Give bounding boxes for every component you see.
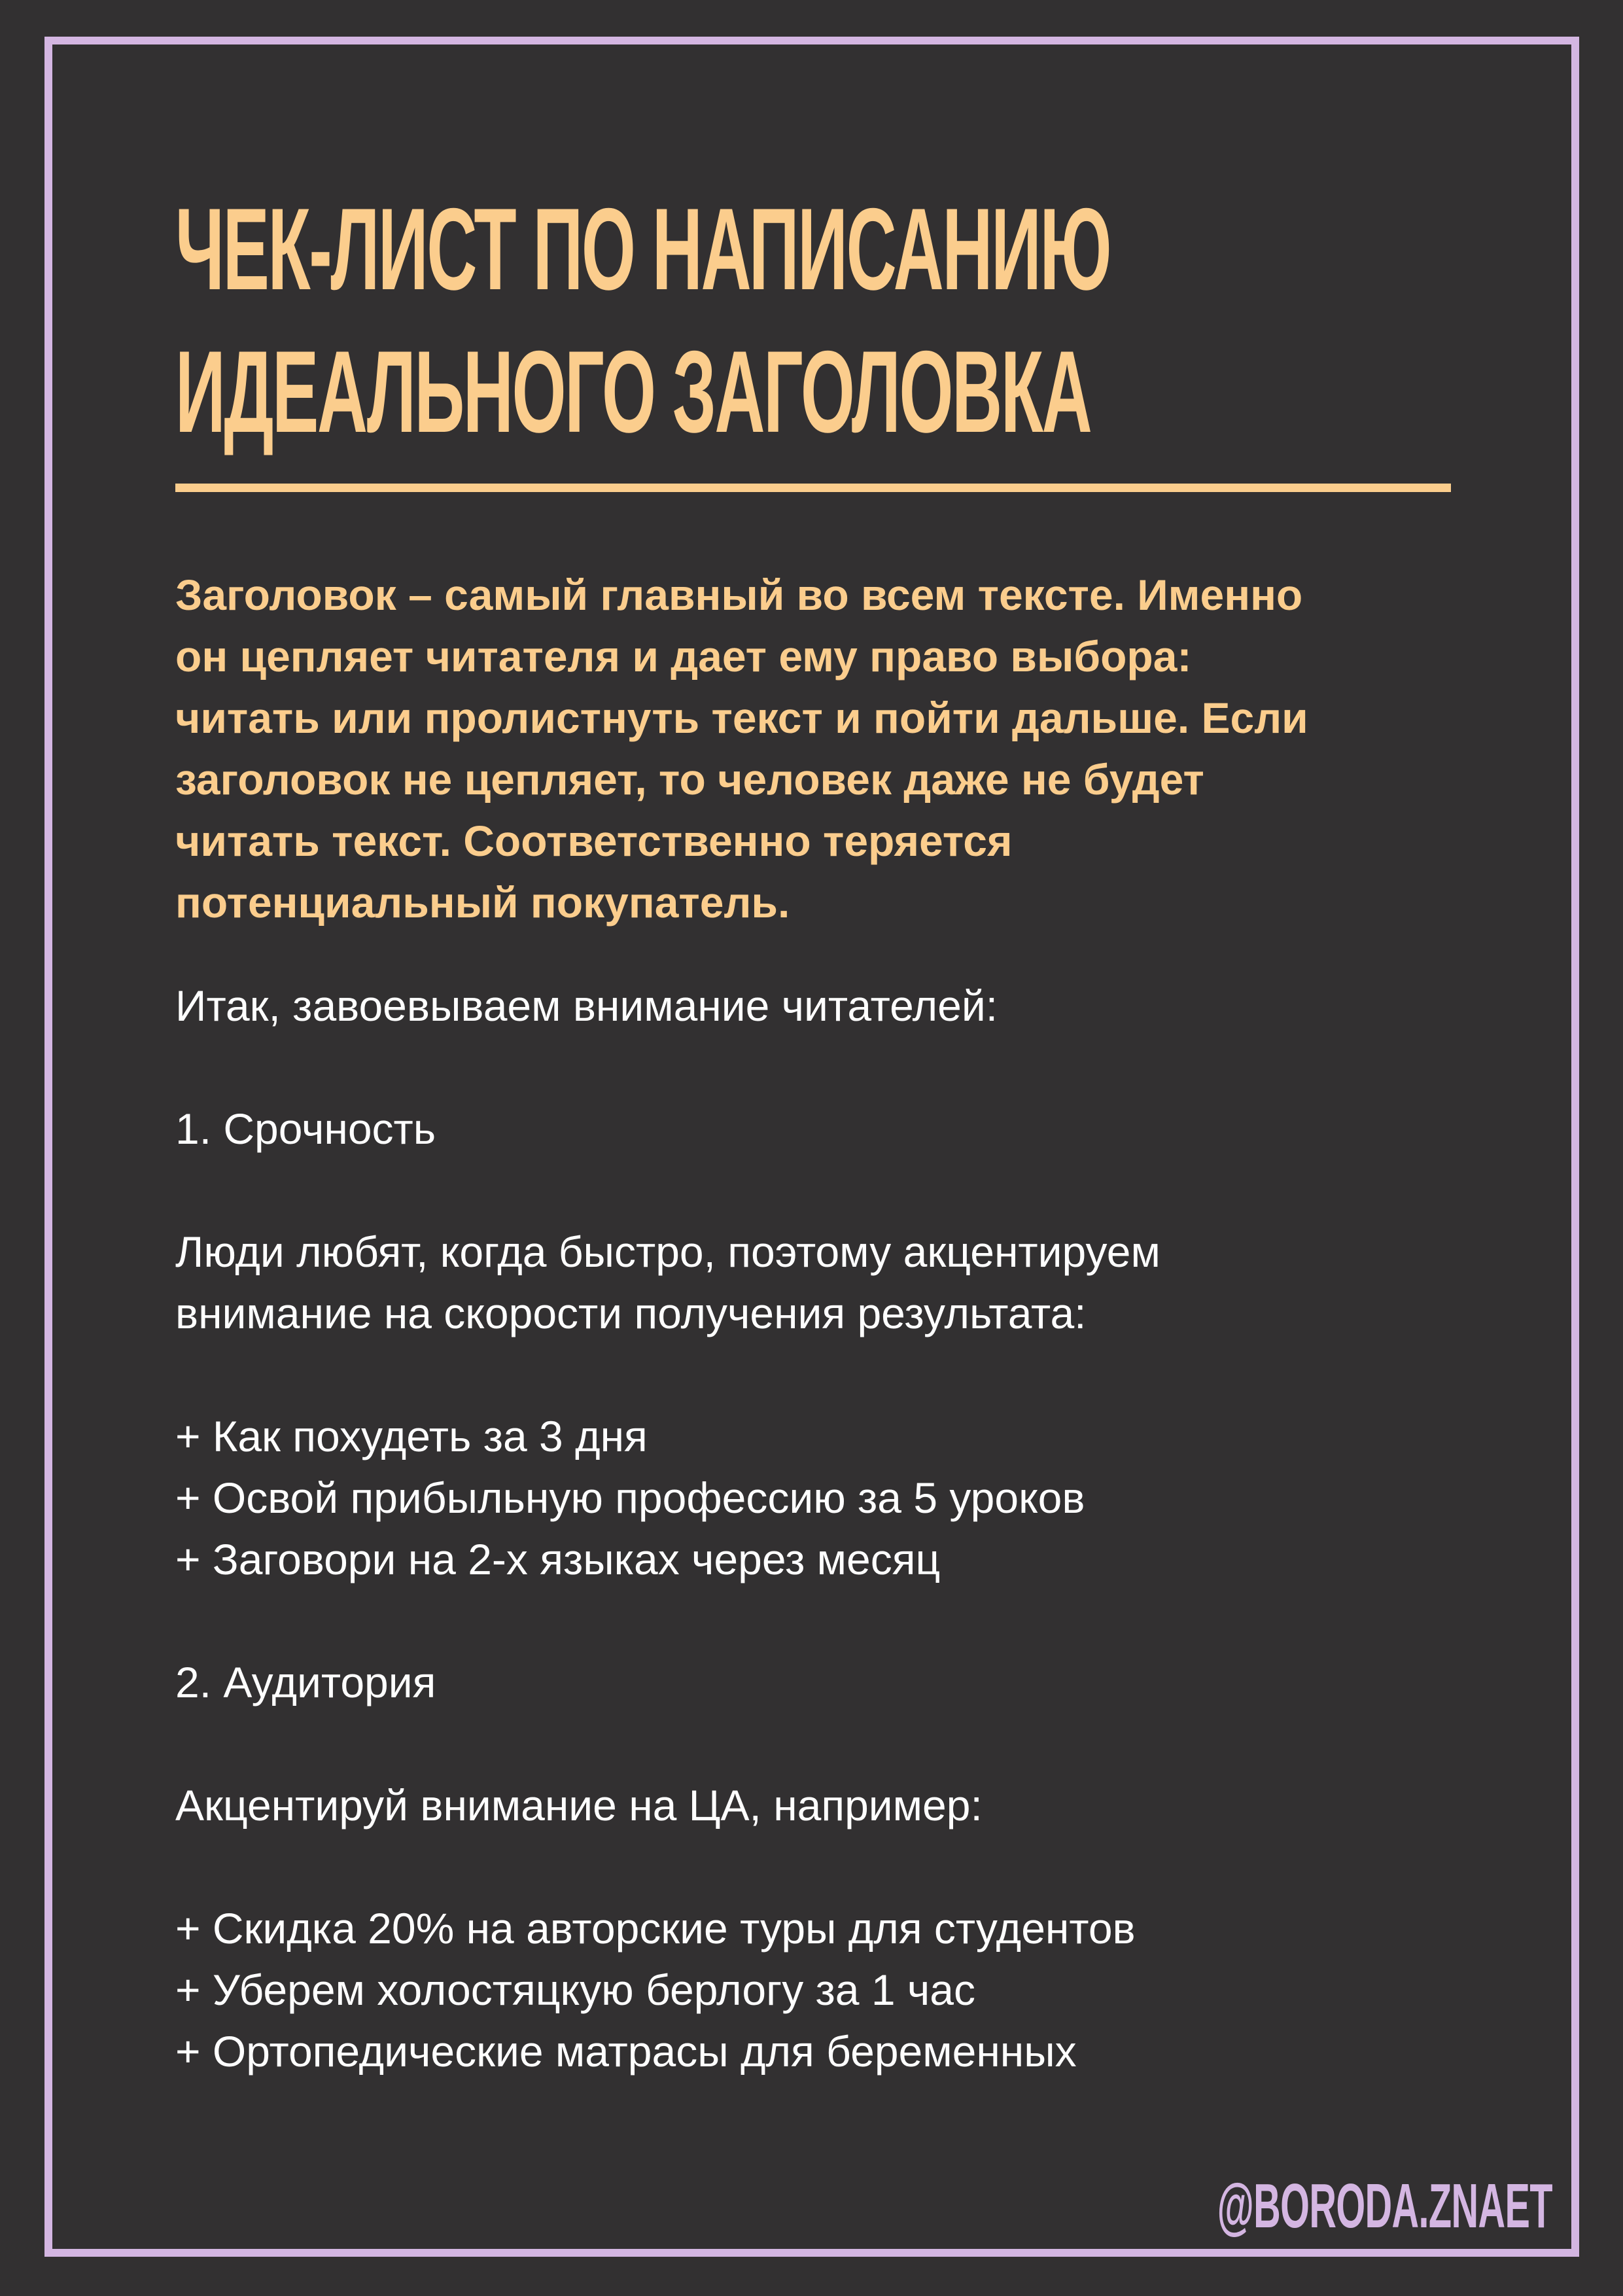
example-item: + Уберем холостяцкую берлогу за 1 час — [175, 1966, 975, 2014]
section-desc-line: Акцентируй внимание на ЦА, например: — [175, 1781, 983, 1829]
section-heading-urgency: 1. Срочность — [175, 1104, 436, 1153]
intro-line: он цепляет читателя и дает ему право выбора: — [175, 632, 1192, 680]
section-heading-audience: 2. Аудитория — [175, 1658, 436, 1706]
intro-line: читать или пролистнуть текст и пойти дальше. Если — [175, 694, 1308, 742]
author-handle: @BORODA.ZNAET — [1217, 2171, 1552, 2241]
example-item: + Как похудеть за 3 дня — [175, 1412, 648, 1460]
example-item: + Освой прибыльную профессию за 5 уроков — [175, 1474, 1085, 1522]
example-item: + Ортопедические матрасы для беременных — [175, 2027, 1077, 2075]
intro-line: потенциальный покупатель. — [175, 878, 790, 927]
title-line-1: ЧЕК-ЛИСТ ПО НАПИСАНИЮ — [175, 184, 1111, 314]
intro-line: заголовок не цепляет, то человек даже не будет — [175, 755, 1204, 804]
checklist-body — [175, 975, 1549, 2082]
title-divider — [175, 484, 1451, 492]
page-title — [175, 178, 1111, 463]
intro-paragraph — [175, 564, 1549, 933]
title-line-2: ИДЕАЛЬНОГО ЗАГОЛОВКА — [175, 327, 1091, 457]
section-desc-line: Люди любят, когда быстро, поэтому акцентируем — [175, 1227, 1161, 1276]
section-desc-line: внимание на скорости получения результата: — [175, 1289, 1087, 1337]
lead-text: Итак, завоевываем внимание читателей: — [175, 981, 998, 1030]
example-item: + Заговори на 2-х языках через месяц — [175, 1535, 941, 1583]
intro-line: Заголовок – самый главный во всем тексте. Именно — [175, 571, 1303, 619]
intro-line: читать текст. Соответственно теряется — [175, 817, 1013, 865]
example-item: + Скидка 20% на авторские туры для студентов — [175, 1904, 1136, 1952]
